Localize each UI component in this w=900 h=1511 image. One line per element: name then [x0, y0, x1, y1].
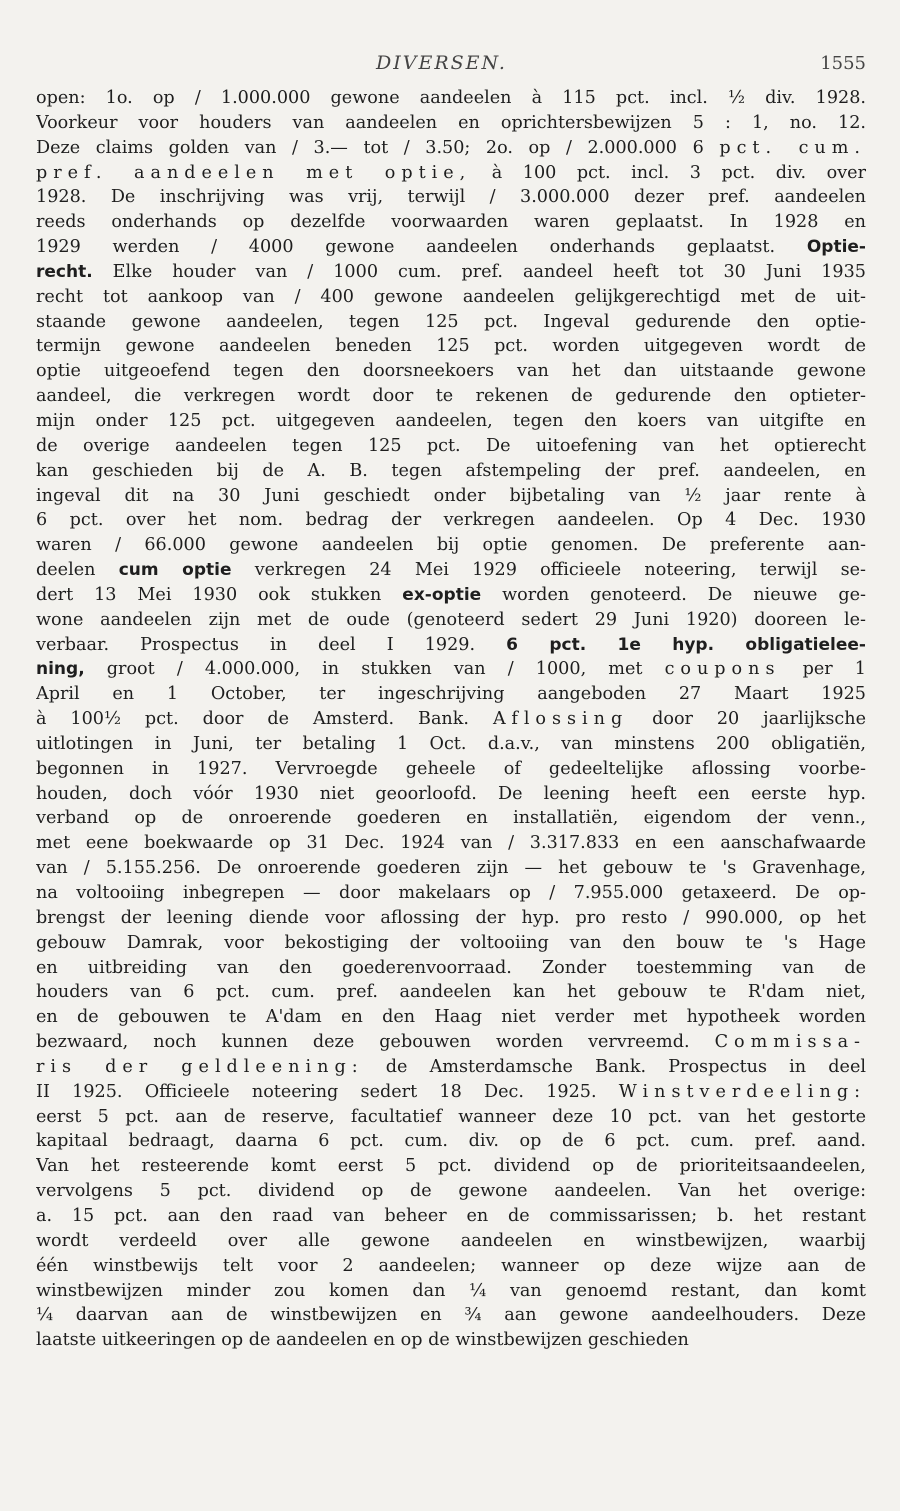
- text-segment: ¼ daarvan aan de winstbewijzen en ¾ aan gewone aandeelhouders. Deze: [36, 1305, 866, 1326]
- text-line: [36, 1105, 866, 1130]
- text-segment: winstbewijzen minder zou komen dan ¼ van genoemd restant, dan komt: [36, 1280, 866, 1301]
- text-segment: Deze claims golden van / 3.— tot / 3.50; 2o. op / 2.000.000 6: [36, 137, 720, 158]
- running-head: DIVERSEN.: [376, 52, 507, 74]
- text-line: [36, 608, 866, 633]
- text-line: [36, 136, 866, 161]
- text-segment: houders van 6 pct. cum. pref. aandeelen kan het gebouw te R'dam niet,: [36, 982, 866, 1003]
- text-line: [36, 1005, 866, 1030]
- bold-heading: ex-optie: [402, 584, 482, 605]
- text-segment: deelen: [36, 560, 119, 581]
- text-line: [36, 86, 866, 111]
- text-line: [36, 1080, 866, 1105]
- text-segment: per 1: [780, 659, 866, 680]
- text-segment: aandeel, die verkregen wordt door te rekenen de gedurende den optieter-: [36, 386, 866, 407]
- text-segment: eerst 5 pct. aan de reserve, facultatief wanneer deze 10 pct. van het gestorte: [36, 1106, 866, 1127]
- text-segment: de overige aandeelen tegen 125 pct. De uitoefening van het optierecht: [36, 435, 866, 456]
- text-segment: Elke houder van / 1000 cum. pref. aandeel heeft tot 30 Juni 1935: [92, 261, 866, 282]
- text-line: [36, 657, 866, 682]
- text-segment: 1928. De inschrijving was vrij, terwijl / 3.000.000 dezer pref. aandeelen: [36, 187, 866, 208]
- text-segment: ingeval dit na 30 Juni geschiedt onder bijbetaling van ½ jaar rente à: [36, 485, 866, 506]
- text-line: [36, 757, 866, 782]
- text-line: [36, 1179, 866, 1204]
- text-line: [36, 334, 866, 359]
- text-line: [36, 881, 866, 906]
- bold-heading: recht.: [36, 261, 93, 282]
- text-line: [36, 732, 866, 757]
- text-line: [36, 956, 866, 981]
- text-line: [36, 210, 866, 235]
- text-segment: en de gebouwen te A'dam en den Haag niet verder met hypotheek worden: [36, 1007, 866, 1028]
- text-segment: verband op de onroerende goederen en installatiën, eigendom der venn.,: [36, 808, 866, 829]
- text-line: [36, 906, 866, 931]
- text-line: [36, 806, 866, 831]
- text-segment: Van het resteerende komt eerst 5 pct. dividend op de prioriteitsaandeelen,: [36, 1156, 866, 1177]
- text-segment: één winstbewijs telt voor 2 aandeelen; wanneer op deze wijze aan de: [36, 1255, 866, 1276]
- text-segment: verkregen 24 Mei 1929 officieele noteering, terwijl se-: [231, 560, 866, 581]
- text-line: [36, 1254, 866, 1279]
- spaced-emphasis: pref. aandeelen met optie,: [36, 162, 472, 183]
- text-segment: recht tot aankoop van / 400 gewone aandeelen gelijkgerechtigd met de uit-: [36, 286, 866, 307]
- text-line: [36, 310, 866, 335]
- text-segment: worden genoteerd. De nieuwe ge-: [481, 584, 866, 605]
- bold-heading: ning,: [36, 659, 85, 680]
- text-line: [36, 484, 866, 509]
- text-line: [36, 980, 866, 1005]
- text-line: [36, 235, 866, 260]
- text-line: [36, 1030, 866, 1055]
- text-segment: kan geschieden bij de A. B. tegen afstempeling der pref. aandeelen, en: [36, 460, 866, 481]
- text-segment: houden, doch vóór 1930 niet geoorloofd. De leening heeft een eerste hyp.: [36, 783, 866, 804]
- text-segment: de Amsterdamsche Bank. Prospectus in deel: [363, 1056, 866, 1077]
- text-segment: door 20 jaarlijksche: [628, 709, 866, 730]
- body-text: [36, 86, 866, 1353]
- text-line: [36, 111, 866, 136]
- text-segment: a. 15 pct. aan den raad van beheer en de commissarissen; b. het restant: [36, 1205, 866, 1226]
- text-line: [36, 161, 866, 186]
- text-line: [36, 384, 866, 409]
- text-segment: uitlotingen in Juni, ter betaling 1 Oct. d.a.v., van minstens 200 obligatiën,: [36, 733, 866, 754]
- text-segment: laatste uitkeeringen op de aandeelen en op de winstbewijzen geschieden: [36, 1330, 689, 1351]
- text-segment: van / 5.155.256. De onroerende goederen zijn — het gebouw te 's Gravenhage,: [36, 858, 866, 879]
- text-segment: groot / 4.000.000, in stukken van / 1000, met: [84, 659, 665, 680]
- text-line: [36, 185, 866, 210]
- text-segment: en uitbreiding van den goederenvoorraad. Zonder toestemming van de: [36, 957, 866, 978]
- spaced-emphasis: ris der geldleening:: [36, 1056, 364, 1077]
- text-segment: bezwaard, noch kunnen deze gebouwen worden vervreemd.: [36, 1032, 715, 1053]
- text-line: [36, 359, 866, 384]
- spaced-emphasis: coupons: [664, 659, 781, 680]
- text-line: [36, 409, 866, 434]
- text-segment: wordt verdeeld over alle gewone aandeelen en winstbewijzen, waarbij: [36, 1230, 866, 1251]
- text-line: [36, 508, 866, 533]
- bold-heading: Optie-: [806, 237, 866, 258]
- text-segment: vervolgens 5 pct. dividend op de gewone aandeelen. Van het overige:: [36, 1181, 866, 1202]
- text-segment: begonnen in 1927. Vervroegde geheele of gedeeltelijke aflossing voorbe-: [36, 758, 866, 779]
- text-segment: mijn onder 125 pct. uitgegeven aandeelen, tegen den koers van uitgifte en: [36, 410, 866, 431]
- text-segment: brengst der leening diende voor aflossing der hyp. pro resto / 990.000, op het: [36, 907, 866, 928]
- text-segment: reeds onderhands op dezelfde voorwaarden waren geplaatst. In 1928 en: [36, 212, 866, 233]
- text-segment: à 100 pct. incl. 3 pct. div. over: [471, 162, 866, 183]
- text-segment: II 1925. Officieele noteering sedert 18 Dec. 1925.: [36, 1081, 619, 1102]
- text-line: [36, 558, 866, 583]
- text-line: [36, 1129, 866, 1154]
- text-segment: met eene boekwaarde op 31 Dec. 1924 van / 3.317.833 en een aanschafwaarde: [36, 833, 866, 854]
- page-header: [36, 52, 866, 86]
- text-line: [36, 434, 866, 459]
- text-line: [36, 1328, 866, 1353]
- spaced-emphasis: Aflossing: [492, 709, 629, 730]
- text-segment: Voorkeur voor houders van aandeelen en oprichtersbewijzen 5 : 1, no. 12.: [36, 112, 866, 133]
- text-segment: à 100½ pct. door de Amsterd. Bank.: [36, 709, 493, 730]
- bold-heading: 6 pct. 1e hyp. obligatielee-: [506, 634, 866, 655]
- text-segment: verbaar. Prospectus in deel I 1929.: [36, 634, 507, 655]
- text-line: [36, 583, 866, 608]
- text-line: [36, 782, 866, 807]
- text-line: [36, 831, 866, 856]
- text-line: [36, 1055, 866, 1080]
- text-segment: waren / 66.000 gewone aandeelen bij optie genomen. De preferente aan-: [36, 535, 866, 556]
- text-segment: open: 1o. op / 1.000.000 gewone aandeelen à 115 pct. incl. ½ div. 1928.: [36, 88, 866, 108]
- text-segment: optie uitgeoefend tegen den doorsneekoers van het dan uitstaande gewone: [36, 361, 866, 382]
- text-segment: na voltooiing inbegrepen — door makelaars op / 7.955.000 getaxeerd. De op-: [36, 883, 866, 903]
- text-line: [36, 260, 866, 285]
- text-segment: 6 pct. over het nom. bedrag der verkregen aandeelen. Op 4 Dec. 1930: [36, 510, 866, 531]
- text-segment: wone aandeelen zijn met de oude (genoteerd sedert 29 Juni 1920) dooreen le-: [36, 609, 866, 630]
- spaced-emphasis: pct. cum.: [719, 137, 866, 158]
- text-line: [36, 633, 866, 658]
- text-line: [36, 533, 866, 558]
- text-line: [36, 1279, 866, 1304]
- text-line: [36, 931, 866, 956]
- spaced-emphasis: Winstverdeeling:: [618, 1081, 866, 1102]
- text-segment: staande gewone aandeelen, tegen 125 pct. Ingeval gedurende den optie-: [36, 311, 866, 332]
- text-segment: 1929 werden / 4000 gewone aandeelen onderhands geplaatst.: [36, 237, 807, 258]
- text-line: [36, 1303, 866, 1328]
- spaced-emphasis: Commissa-: [714, 1032, 866, 1053]
- text-segment: gebouw Damrak, voor bekostiging der voltooiing van den bouw te 's Hage: [36, 932, 866, 953]
- page-number: 1555: [820, 53, 866, 74]
- text-segment: termijn gewone aandeelen beneden 125 pct. worden uitgegeven wordt de: [36, 336, 866, 357]
- text-line: [36, 285, 866, 310]
- text-segment: kapitaal bedraagt, daarna 6 pct. cum. div. op de 6 pct. cum. pref. aand.: [36, 1131, 866, 1152]
- text-segment: dert 13 Mei 1930 ook stukken: [36, 584, 403, 605]
- text-line: [36, 707, 866, 732]
- text-line: [36, 856, 866, 881]
- text-line: [36, 682, 866, 707]
- text-line: [36, 1204, 866, 1229]
- text-segment: April en 1 October, ter ingeschrijving aangeboden 27 Maart 1925: [36, 684, 866, 705]
- text-line: [36, 1229, 866, 1254]
- text-line: [36, 1154, 866, 1179]
- bold-heading: cum optie: [118, 560, 232, 581]
- text-line: [36, 459, 866, 484]
